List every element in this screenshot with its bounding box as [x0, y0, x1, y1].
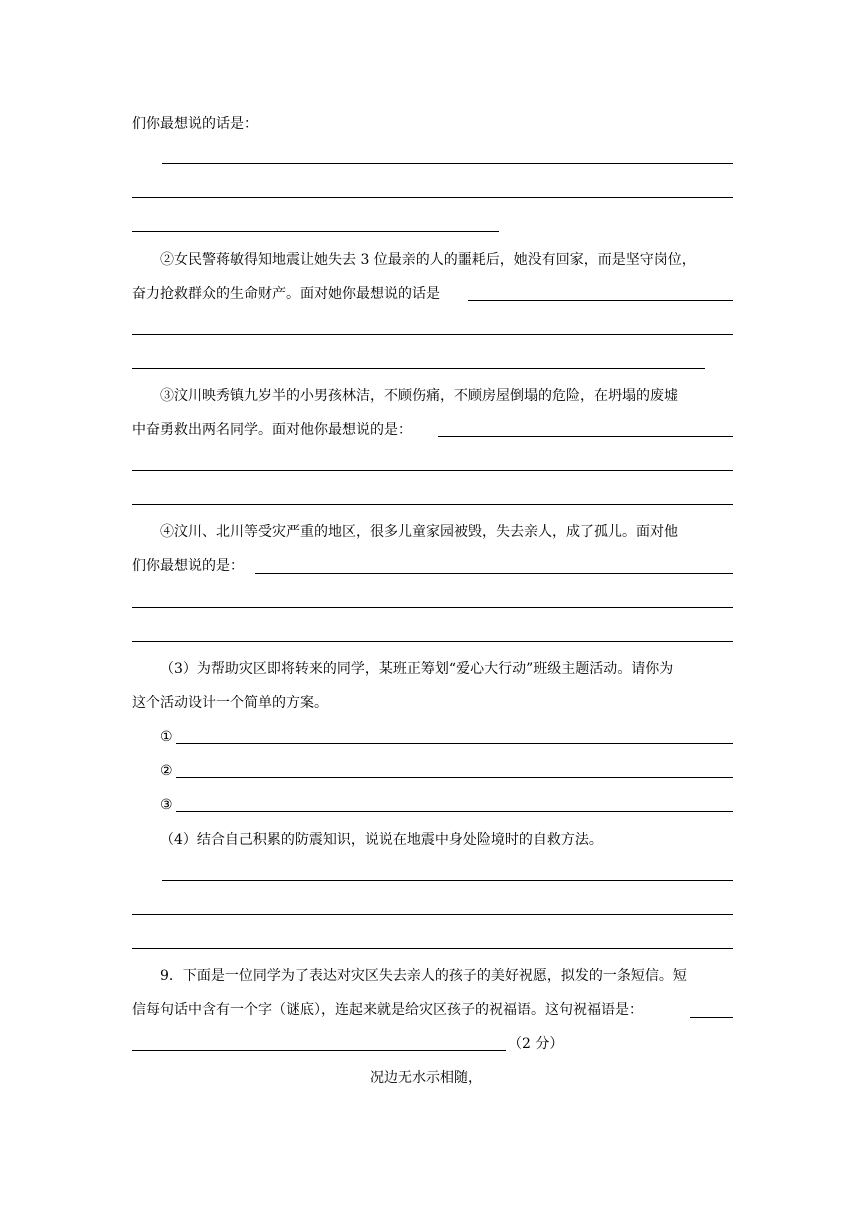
answer-line[interactable] [132, 368, 705, 369]
answer-line[interactable] [132, 231, 499, 232]
item4-text-line1: ④汶川、北川等受灾严重的地区，很多儿童家园被毁，失去亲人，成了孤儿。面对他 [160, 524, 678, 540]
answer-line[interactable] [132, 641, 733, 642]
q9-text-line2: 信每句话中含有一个字（谜底），连起来就是给灾区孩子的祝福语。这句祝福语是： [132, 1002, 643, 1018]
q3-marker-3: ③ [160, 797, 173, 813]
q3-marker-1: ① [160, 729, 173, 745]
answer-line[interactable] [132, 334, 733, 335]
q9-score: （2 分） [508, 1036, 564, 1052]
item3-text-line2: 中奋勇救出两名同学。面对他你最想说的是： [132, 422, 412, 438]
answer-line[interactable] [132, 948, 733, 949]
answer-line[interactable] [132, 914, 733, 915]
answer-line[interactable] [162, 880, 733, 881]
answer-line[interactable] [176, 743, 733, 744]
item4-text-line2: 们你最想说的是： [132, 558, 244, 574]
q9-riddle-line1: 况边无水示相随， [370, 1070, 482, 1086]
q9-text-line1: 9．下面是一位同学为了表达对灾区失去亲人的孩子的美好祝愿，拟发的一条短信。短 [160, 968, 687, 984]
answer-line[interactable] [176, 811, 733, 812]
q4-text-line1: （4）结合自己积累的防震知识，说说在地震中身处险境时的自救方法。 [160, 832, 603, 848]
answer-line[interactable] [132, 1050, 506, 1051]
answer-line[interactable] [132, 607, 733, 608]
answer-line[interactable] [132, 504, 733, 505]
item2-text-line1: ②女民警蒋敏得知地震让她失去 3 位最亲的人的噩耗后，她没有回家，而是坚守岗位， [160, 252, 696, 268]
prev-item-tail-text: 们你最想说的话是： [132, 116, 258, 132]
answer-line[interactable] [132, 197, 733, 198]
answer-line[interactable] [162, 163, 733, 164]
item3-text-line1: ③汶川映秀镇九岁半的小男孩林洁，不顾伤痛，不顾房屋倒塌的危险，在坍塌的废墟 [160, 388, 678, 404]
answer-line[interactable] [690, 1017, 733, 1018]
answer-line[interactable] [255, 573, 733, 574]
q3-text-line2: 这个活动设计一个简单的方案。 [132, 695, 328, 711]
q3-text-line1: （3）为帮助灾区即将转来的同学，某班正筹划“爱心大行动”班级主题活动。请你为 [160, 661, 674, 677]
q3-marker-2: ② [160, 763, 173, 779]
answer-line[interactable] [132, 470, 733, 471]
answer-line[interactable] [468, 300, 733, 301]
answer-line[interactable] [438, 436, 733, 437]
item2-text-line2: 奋力抢救群众的生命财产。面对她你最想说的话是 [132, 286, 440, 302]
answer-line[interactable] [176, 777, 733, 778]
